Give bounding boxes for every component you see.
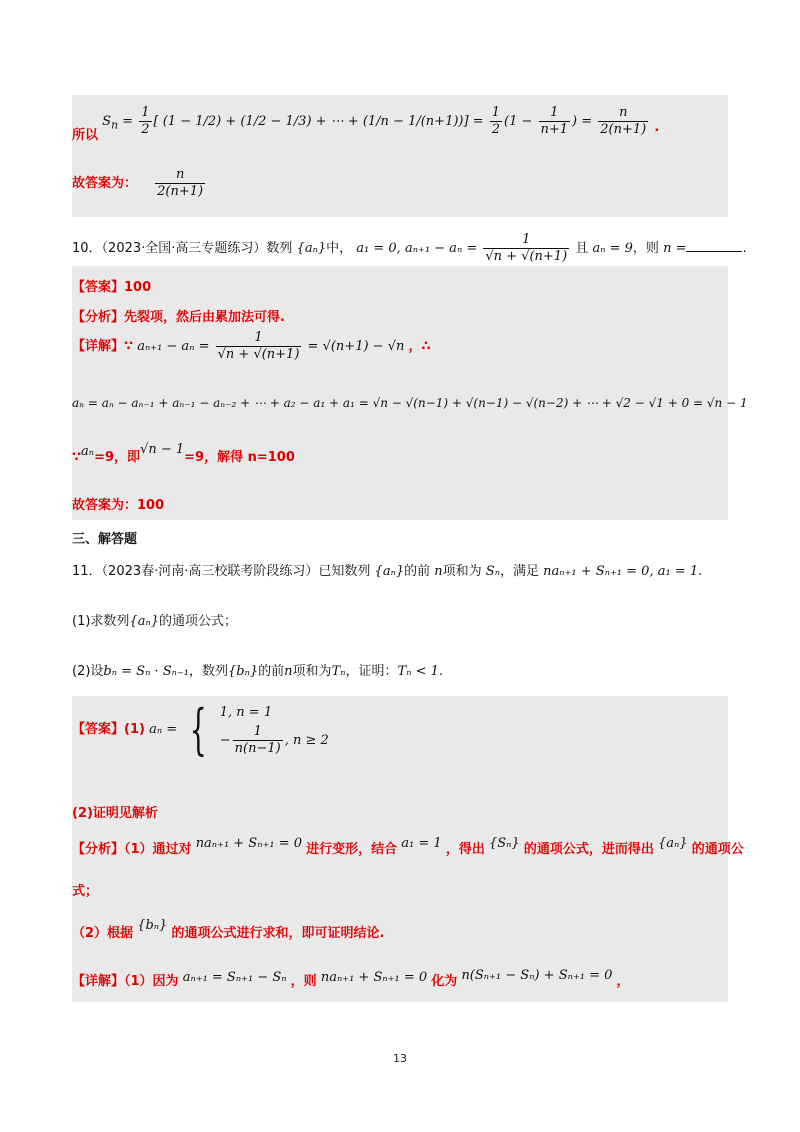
text: ，满足 — [499, 564, 539, 579]
answer-line — [72, 697, 329, 761]
def: bₙ = Sₙ · Sₙ₋₁ — [103, 664, 189, 679]
text: 的通项公 — [691, 842, 744, 857]
answer-label: 【答案】100 — [72, 280, 152, 295]
period: . — [654, 120, 660, 135]
text: （2）根据 — [72, 926, 134, 941]
section-heading — [72, 528, 728, 548]
text: 且 — [575, 241, 589, 256]
text: (2)设 — [72, 664, 104, 679]
answer-label: 故答案为： — [72, 176, 138, 191]
f3: {Sₙ} — [488, 836, 520, 851]
text: . — [698, 564, 703, 579]
solution-block-q9-end — [72, 95, 728, 217]
telescoping-formula: aₙ = aₙ − aₙ₋₁ + aₙ₋₁ − aₙ₋₂ + ⋯ + a₂ − a₁ + a₁ = √n − √(n−1) + √(n−1) − √(n−2) + ⋯ + √2 − √1 + 0 = √n − 1 — [72, 396, 748, 410]
question-source: （2023春·河南·高三校联考阶段练习）已知数列 — [101, 564, 371, 579]
f2: naₙ₊₁ + Sₙ₊₁ = 0 — [320, 970, 428, 985]
text: 的通项公式； — [158, 614, 237, 629]
case1: 1, n = 1 — [219, 705, 273, 720]
question-source: （2023·全国·高三专题练习）数列 — [101, 241, 293, 256]
so-label: 所以 — [72, 128, 99, 143]
therefore: ，∴ — [408, 339, 431, 354]
solution-block-q11 — [72, 696, 744, 1002]
text: 的前 — [404, 564, 431, 579]
analysis-wrap: 式； — [72, 884, 99, 899]
n: n — [284, 664, 293, 679]
cases — [220, 702, 329, 757]
text: 【详解】（1）因为 — [72, 974, 179, 989]
f1: aₙ₊₁ = Sₙ₊₁ − Sₙ — [182, 970, 287, 985]
answer-2: (2)证明见解析 — [72, 806, 158, 821]
question-number: 11． — [72, 564, 102, 579]
question-number: 10． — [72, 241, 102, 256]
text: 项和为 — [292, 664, 332, 679]
cond2: aₙ₊₁ − aₙ = — [404, 241, 478, 256]
detail-label: 【详解】∵ — [72, 339, 134, 354]
solution-block-q10 — [72, 266, 748, 520]
f4: {aₙ} — [658, 836, 688, 851]
answer-fraction: $\frac{n}{2(n+1)}$ — [157, 167, 204, 199]
text: (1)求数列 — [72, 614, 130, 629]
question-10 — [72, 222, 747, 264]
detail-line — [72, 330, 431, 363]
ineq: Tₙ < 1 — [397, 664, 439, 679]
text: =9，即 — [94, 450, 141, 465]
because-line — [72, 442, 295, 465]
cond3: aₙ = 9 — [592, 241, 633, 256]
case2: − $\frac{1}{n(n-1)}$ , n ≥ 2 — [219, 724, 329, 756]
text: ，得出 — [445, 842, 485, 857]
text: 中， — [326, 241, 353, 256]
detail-fraction: $\frac{1}{√n + √(n+1)}$ — [217, 330, 300, 362]
sn: Sₙ — [485, 564, 500, 579]
cond: naₙ₊₁ + Sₙ₊₁ = 0, a₁ = 1 — [543, 564, 699, 579]
f1: naₙ₊₁ + Sₙ₊₁ = 0 — [195, 836, 302, 851]
text: 化为 — [431, 974, 458, 989]
text: 的通项公式进行求和，即可证明结论. — [171, 926, 385, 941]
sn-line — [72, 101, 660, 143]
analysis-label: 【分析】先裂项，然后由累加法可得. — [72, 310, 285, 325]
analysis-line — [72, 838, 744, 857]
analysis-2-line — [72, 918, 385, 941]
tn: Tₙ — [331, 664, 346, 679]
answer-label: 【答案】(1) — [72, 722, 145, 737]
text: ， — [616, 974, 630, 989]
text: 的通项公式，进而得出 — [523, 842, 654, 857]
f2: a₁ = 1 — [401, 836, 442, 851]
text: ，则 — [632, 241, 659, 256]
seq: {aₙ} — [374, 564, 405, 579]
an-eq: aₙ = — [149, 722, 178, 737]
page-number: 13 — [393, 1052, 407, 1065]
answer-line-q9 — [72, 167, 207, 200]
text: ，数列 — [189, 664, 229, 679]
text: 【分析】（1）通过对 — [72, 842, 192, 857]
brace-icon: { — [189, 697, 208, 761]
question-10-text — [72, 232, 747, 265]
text: 项和为 — [442, 564, 482, 579]
cond1: a₁ = 0, — [356, 241, 401, 256]
question-11 — [72, 552, 728, 682]
question-11-text — [72, 560, 702, 579]
part-1 — [72, 610, 237, 629]
seq: {bₙ} — [228, 664, 259, 679]
heading-text: 三、解答题 — [72, 532, 138, 547]
f3: n(Sₙ₊₁ − Sₙ) + Sₙ₊₁ = 0 — [461, 968, 613, 983]
formula: aₙ₊₁ − aₙ = — [137, 339, 210, 354]
an: aₙ — [81, 444, 95, 459]
text: . — [742, 241, 747, 256]
text: 进行变形，结合 — [306, 842, 398, 857]
f: {bₙ} — [137, 918, 168, 933]
text: ，证明： — [345, 664, 398, 679]
formula: = √(n+1) − √n — [307, 339, 405, 354]
answer-blank — [686, 239, 742, 252]
text: ，则 — [290, 974, 317, 989]
text: =9，解得 n=100 — [184, 450, 295, 465]
sqrt: √n − 1 — [140, 442, 185, 457]
final-answer: 故答案为：100 — [72, 498, 165, 513]
seq: {aₙ} — [129, 614, 159, 629]
seq-symbol: {aₙ} — [296, 241, 327, 256]
text: . — [438, 664, 444, 679]
detail-line — [72, 970, 630, 989]
because: ∵ — [72, 450, 82, 465]
text: 的前 — [258, 664, 285, 679]
sn-formula: $S_n$ = $\frac{1}{2}$ [ (1 − 1/2) + (1/2 − 1/3) + ⋯ + (1/n − 1/(n+1))] = $\frac{1}{2}$ (1 − $\frac{1}{n+1}$ ) = $\frac{n}{2(n+1)}$ — [102, 105, 647, 137]
part-2 — [72, 660, 443, 679]
n: n — [434, 564, 443, 579]
cond2-fraction: $\frac{1}{√n + √(n+1)}$ — [485, 232, 568, 264]
ask: n = — [663, 241, 687, 256]
